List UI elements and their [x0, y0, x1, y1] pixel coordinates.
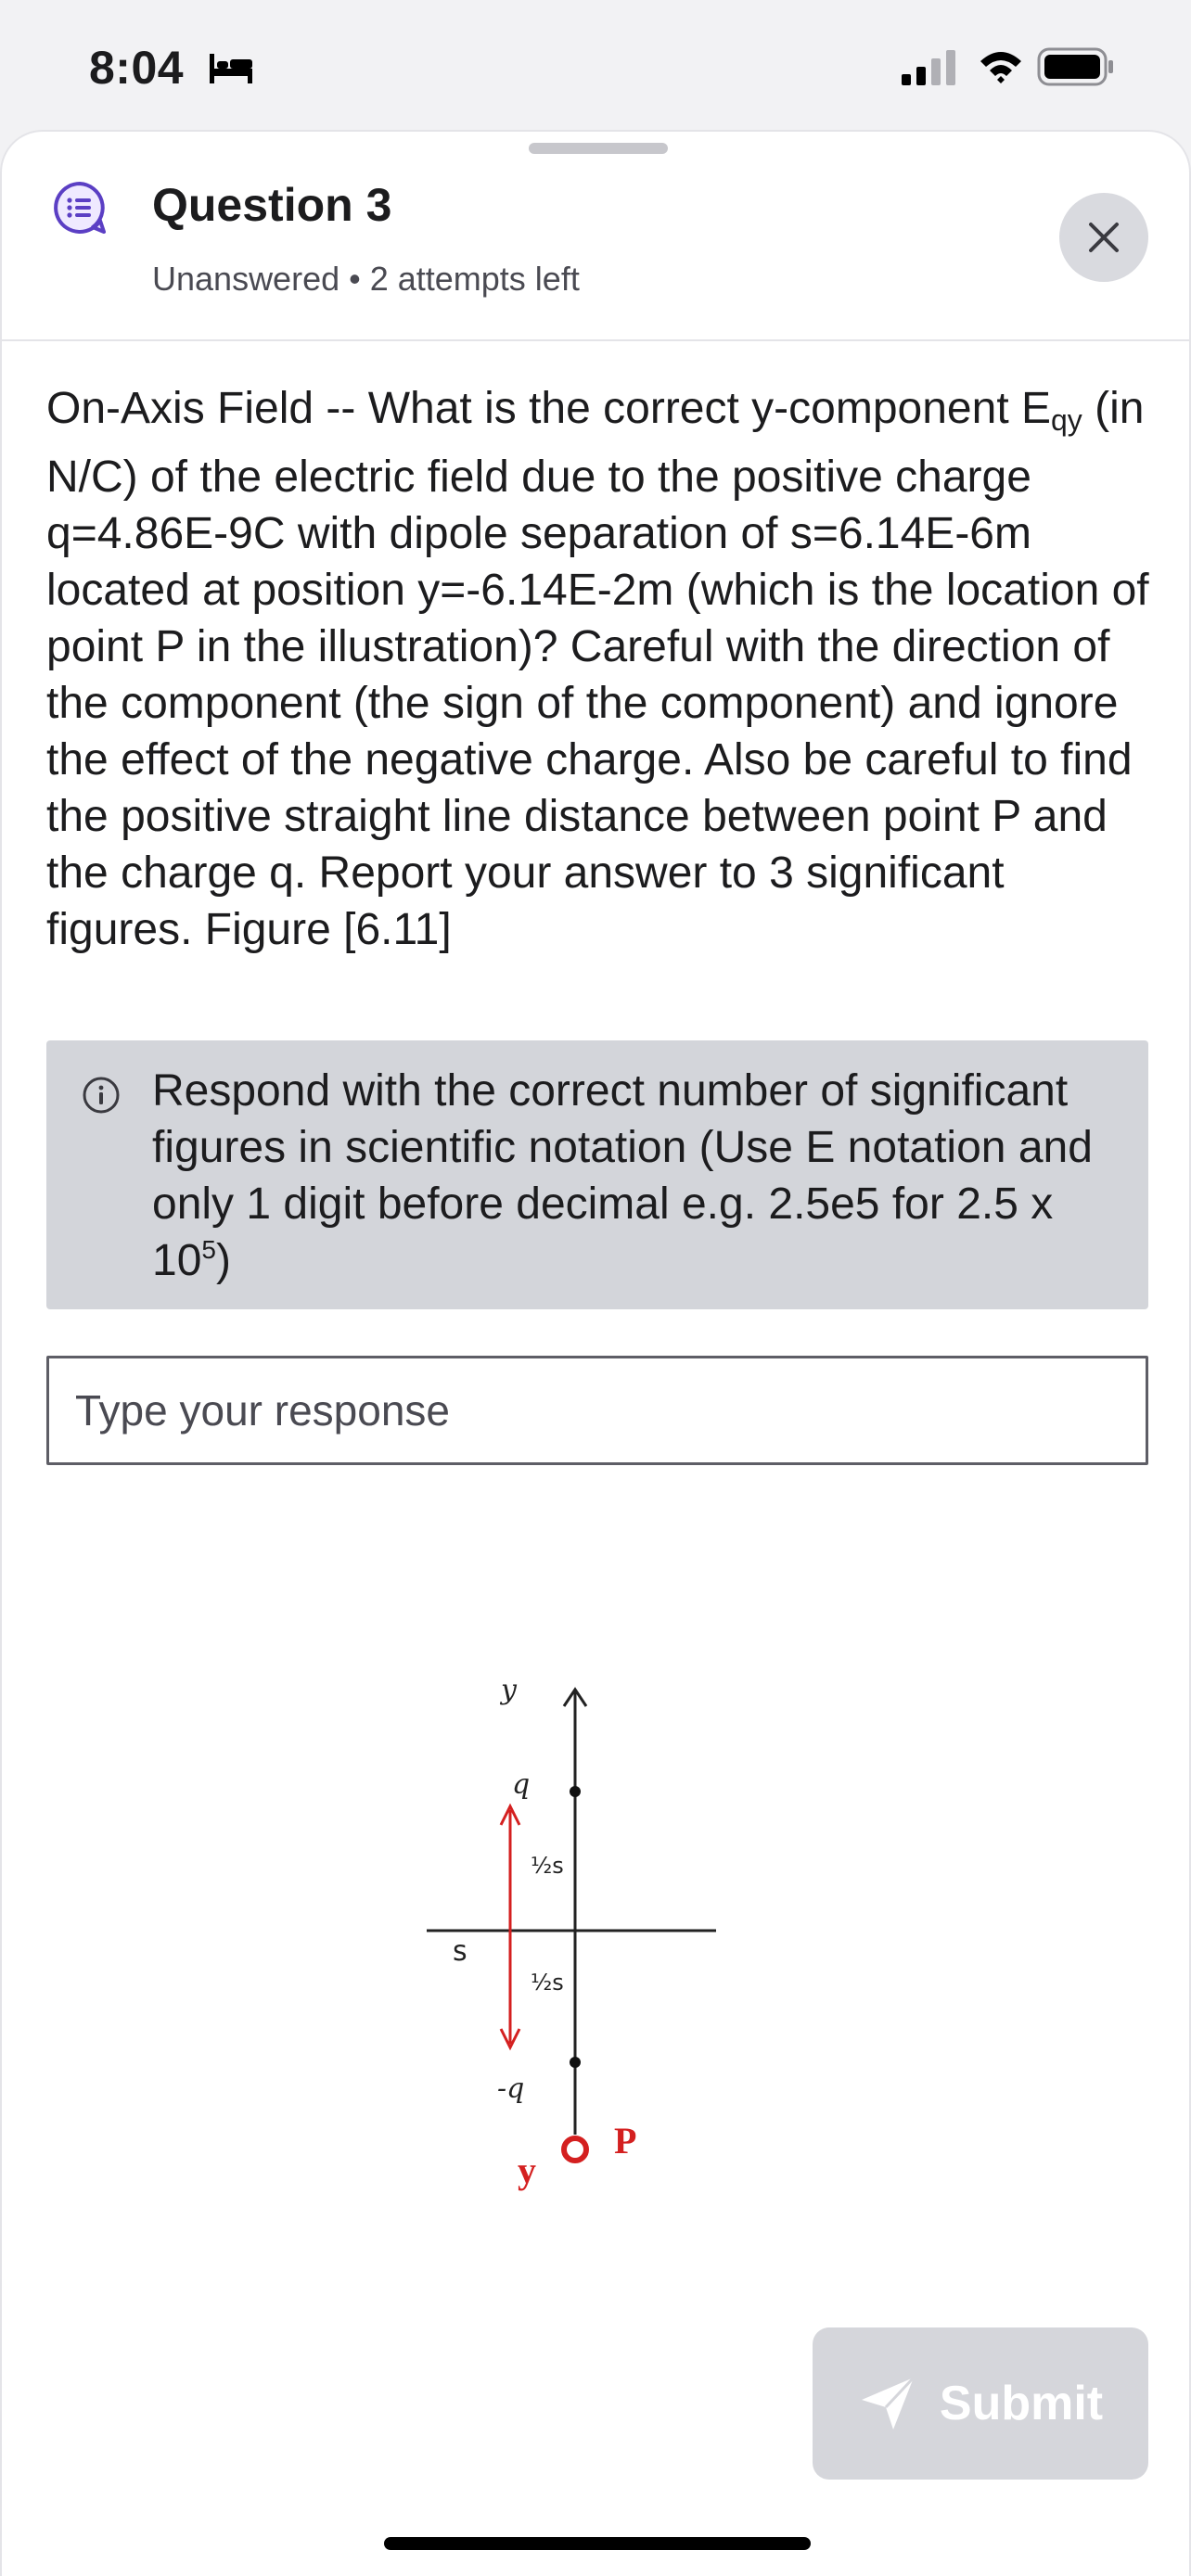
bed-icon [208, 50, 254, 85]
close-icon [1085, 219, 1122, 256]
status-bar [0, 0, 1191, 130]
figure-charge-pos-label: q [512, 1768, 531, 1801]
negative-charge-dot [570, 2057, 581, 2068]
figure-point-label: P [614, 2120, 637, 2162]
question-text-part2: (in N/C) of the electric field due to the positive charge q=4.86E-9C with dipole separation of s=6.14E-6m located at position y=-6.14E-2m (which is the location of point P in the illustration)? Careful with the direction of the component (the sign of the component) and ignore the effect of the negative charge. Also be careful to find the positive straight line distance between point P and the charge q. Report your answer to 3 significant figures. Figure [6.11] [46, 384, 1149, 954]
signal-icon [900, 48, 959, 85]
figure-axis-label-top: y [501, 1674, 517, 1706]
figure-charge-neg-label: -q [497, 2072, 525, 2105]
hint-text-main: Respond with the correct number of significant figures in scientific notation (Use E notation and only 1 digit before decimal e.g. 2.5e5 for 2.5 x 10 [152, 1066, 1093, 1285]
question-status: Unanswered • 2 attempts left [152, 260, 580, 298]
figure-half-s-top: ½s [531, 1853, 564, 1879]
home-indicator [384, 2537, 811, 2550]
battery-icon [1037, 46, 1115, 87]
status-time: 8:04 [89, 42, 185, 94]
figure-separation-label: s [453, 1935, 467, 1968]
dipole-figure [391, 1523, 781, 2227]
submit-label: Submit [939, 2377, 1104, 2430]
question-sheet [0, 130, 1191, 2576]
figure-half-s-bottom: ½s [531, 1970, 564, 1996]
positive-charge-dot [570, 1786, 581, 1797]
hint-text-end: ) [215, 1236, 231, 1285]
question-header [2, 132, 1189, 341]
question-list-icon [52, 180, 108, 236]
hint-box [46, 1040, 1148, 1309]
question-text [46, 380, 1156, 958]
hint-text [152, 1063, 1126, 1289]
question-title: Question 3 [152, 179, 392, 231]
info-icon [82, 1076, 121, 1115]
question-text-subscript: qy [1051, 403, 1082, 437]
question-text-part1: On-Axis Field -- What is the correct y-component E [46, 384, 1051, 433]
response-input[interactable] [46, 1356, 1148, 1465]
figure-point-y-label: y [518, 2149, 536, 2191]
send-icon [858, 2374, 917, 2433]
hint-text-exponent: 5 [201, 1235, 216, 1264]
submit-button[interactable] [813, 2327, 1148, 2480]
point-p-marker [564, 2138, 586, 2161]
wifi-icon [978, 48, 1024, 85]
close-button[interactable] [1059, 193, 1148, 282]
